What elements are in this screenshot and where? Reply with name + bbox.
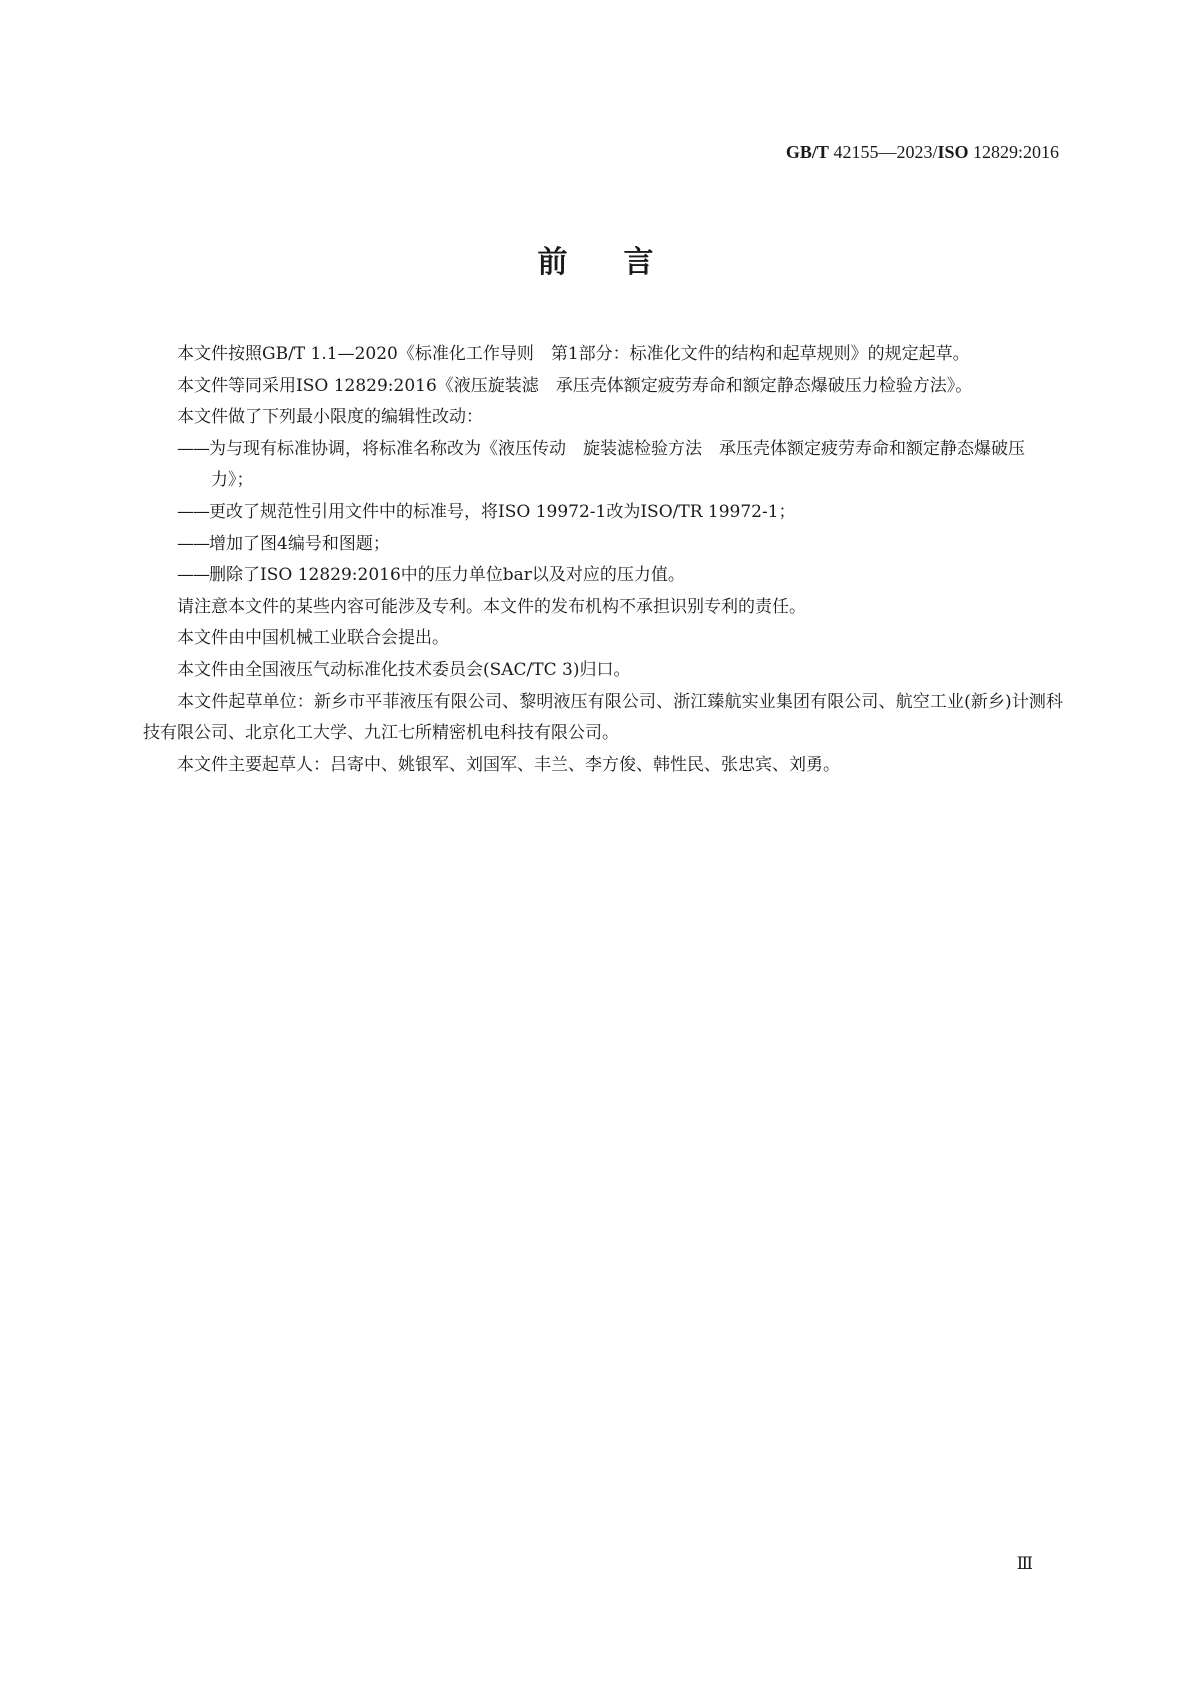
list-item-text: 删除了ISO 12829:2016中的压力单位bar以及对应的压力值。 (209, 565, 685, 586)
paragraph-drafters: 本文件主要起草人：吕寄中、姚银军、刘国军、丰兰、李方俊、韩性民、张忠宾、刘勇。 (177, 754, 840, 775)
paragraph-under-jurisdiction: 本文件由全国液压气动标准化技术委员会(SAC/TC 3)归口。 (177, 659, 631, 680)
paragraph-editorial-changes: 本文件做了下列最小限度的编辑性改动： (177, 407, 483, 428)
list-item (143, 497, 1063, 529)
paragraph-drafting-rules: 本文件按照GB/T 1.1—2020《标准化工作导则 第1部分：标准化文件的结构和起草规则》的规定起草。 (177, 344, 970, 364)
list-item-text: 增加了图4编号和图题； (209, 533, 390, 554)
iso-prefix: ISO (937, 142, 969, 162)
standard-number (786, 142, 1059, 163)
standard-prefix: GB/T (785, 142, 829, 162)
page-number: Ⅲ (1016, 1554, 1033, 1573)
list-item (143, 529, 1063, 561)
page-title: 前言 (537, 245, 710, 280)
iso-number-year: 12829:2016 (968, 142, 1059, 162)
dash-marker: —— (177, 565, 209, 586)
paragraph-patent-notice: 请注意本文件的某些内容可能涉及专利。本文件的发布机构不承担识别专利的责任。 (177, 596, 806, 617)
dash-marker: —— (177, 438, 209, 459)
standard-number-year: 42155—2023/ (828, 142, 938, 162)
list-item (143, 560, 1063, 592)
list-item-text: 为与现有标准协调，将标准名称改为《液压传动 旋装滤检验方法 承压壳体额定疲劳寿命和额定静态爆破压力》； (209, 438, 1025, 491)
paragraph-proposed-by: 本文件由中国机械工业联合会提出。 (177, 628, 449, 649)
paragraph-adoption: 本文件等同采用ISO 12829:2016《液压旋装滤 承压壳体额定疲劳寿命和额定静态爆破压力检验方法》。 (177, 375, 973, 396)
list-item-text: 更改了规范性引用文件中的标准号，将ISO 19972-1改为ISO/TR 19972-1； (209, 501, 796, 522)
list-item (143, 434, 1063, 497)
foreword-body (143, 339, 1063, 781)
dash-marker: —— (177, 533, 209, 554)
dash-marker: —— (177, 501, 209, 522)
paragraph-drafting-units: 本文件起草单位：新乡市平菲液压有限公司、黎明液压有限公司、浙江臻航实业集团有限公司、航空工业(新乡)计测科技有限公司、北京化工大学、九江七所精密机电科技有限公司。 (143, 691, 1063, 744)
